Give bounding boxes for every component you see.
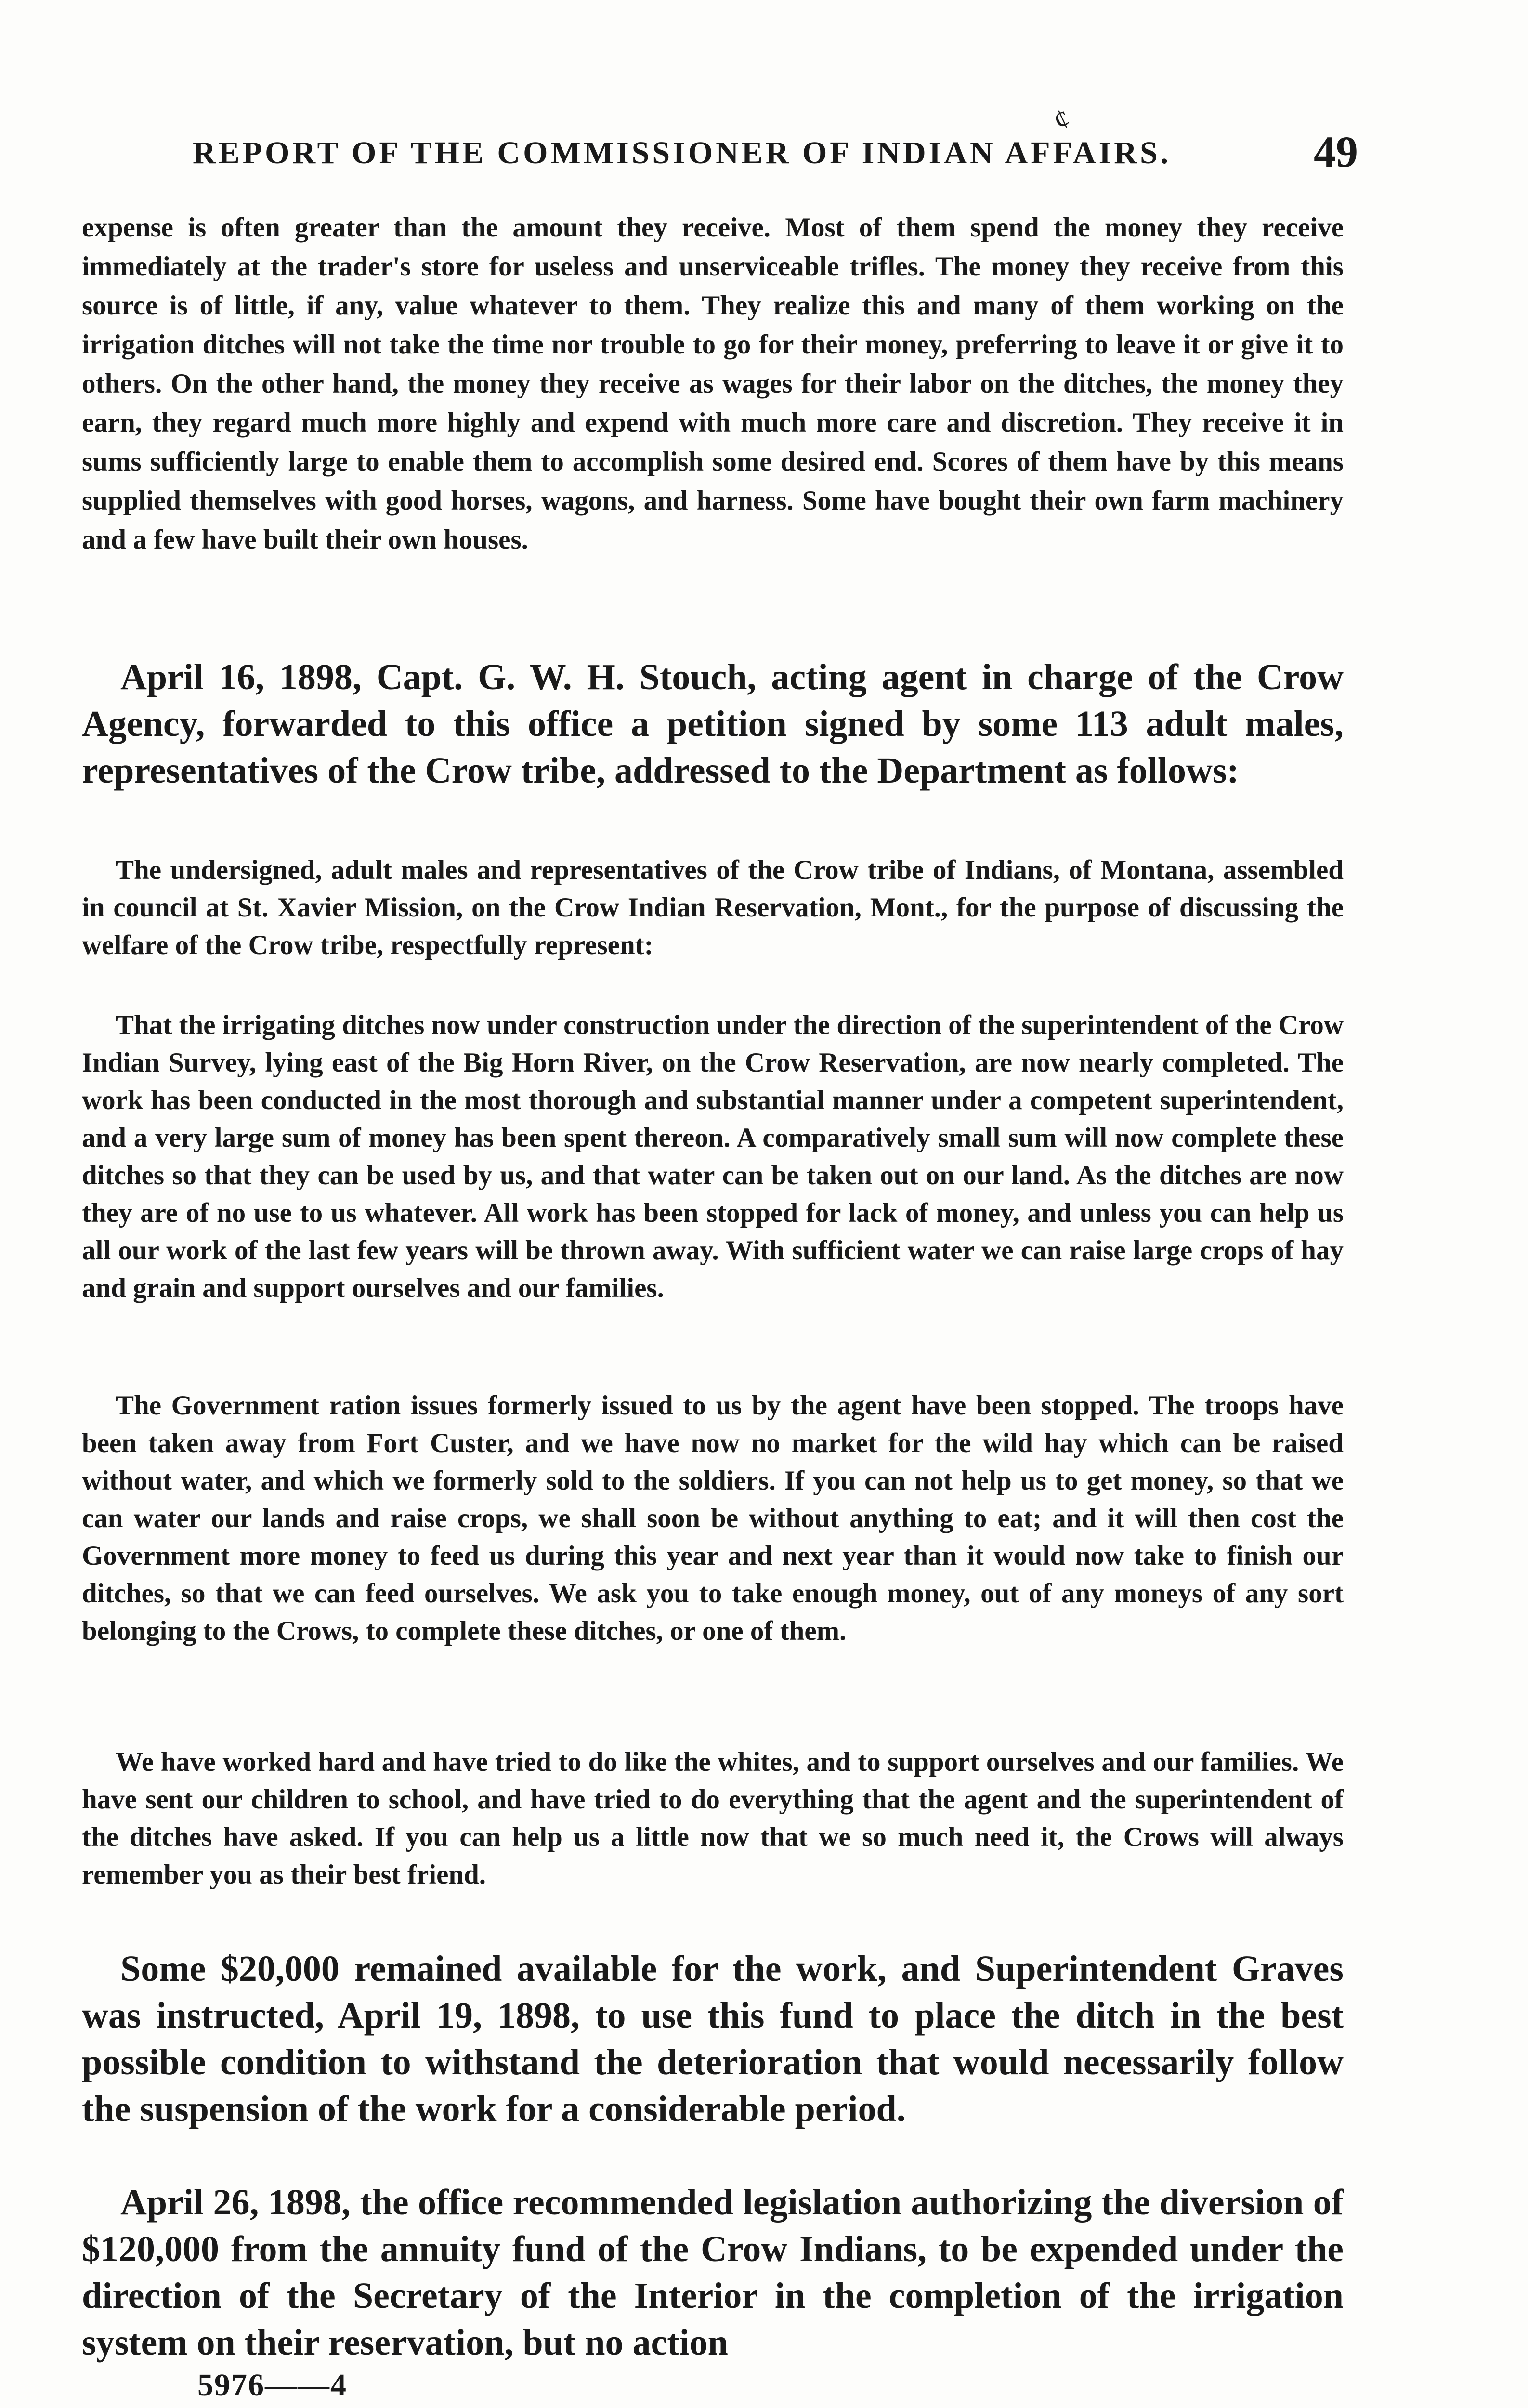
signature-mark: 5976——4 xyxy=(197,2368,347,2403)
paragraph-petition-intro: April 16, 1898, Capt. G. W. H. Stouch, acting agent in charge of the Crow Agency, forwarded to this office a petition signed by some 113 adult males, representatives of the Crow tribe, addressed to the Department as follows: xyxy=(82,657,1344,791)
paragraph-funds: Some $20,000 remained available for the work, and Superintendent Graves was instructed, April 19, 1898, to use this fund to place the ditch in the best possible condition to withstand the deterioration that would necessarily follow the suspension of the work for a considerable period. xyxy=(82,1949,1344,2129)
paragraph-legislation: April 26, 1898, the office recommended legislation authorizing the diversion of $120,000 from the annuity fund of the Crow Indians, to be expended under the direction of the Secretary of the Interior in the completion of the irrigation system on their reservation, but no action xyxy=(82,2182,1344,2363)
paragraph-wages: expense is often greater than the amount they receive. Most of them spend the money they receive immediately at the trader's store for useless and unserviceable trifles. The money they receive from this source is of little, if any, value whatever to them. They realize this and many of them working on the irrigation ditches will not take the time nor trouble to go for their money, preferring to leave it or give it to others. On the other hand, the money they receive as wages for their labor on the ditches, the money they earn, they regard much more highly and expend with much more care and discretion. They receive it in sums sufficiently large to enable them to accomplish some desired end. Scores of them have by this means supplied themselves with good horses, wagons, and harness. Some have bought their own farm machinery and a few have built their own houses. xyxy=(82,212,1344,555)
quote-petition-ditches: That the irrigating ditches now under construction under the direction of the superintendent of the Crow Indian Survey, lying east of the Big Horn River, on the Crow Reservation, are now nearly completed. The work has been conducted in the most thorough and substantial manner under a competent superintendent, and a very large sum of money has been spent thereon. A comparatively small sum will now complete these ditches so that they can be used by us, and that water can be taken out on our land. As the ditches are now they are of no use to us whatever. All work has been stopped for lack of money, and unless you can help us all our work of the last few years will be thrown away. With sufficient water we can raise large crops of hay and grain and support ourselves and our families. xyxy=(82,1010,1344,1303)
quote-petition-opening: The undersigned, adult males and representatives of the Crow tribe of Indians, of Montana, assembled in council at St. Xavier Mission, on the Crow Indian Reservation, Mont., for the purpose of discussing the welfare of the Crow tribe, respectfully represent: xyxy=(82,855,1344,960)
margin-mark: ¢ xyxy=(1048,102,1075,137)
page-number: 49 xyxy=(1314,127,1358,176)
quote-petition-rations: The Government ration issues formerly issued to us by the agent have been stopped. The troops have been taken away from Fort Custer, and we have now no market for the wild hay which can be raised without water, and which we formerly sold to the soldiers. If you can not help us to get money, so that we can water our lands and raise crops, we shall soon be without anything to eat; and it will then cost the Government more money to feed us during this year and next year than it would now take to finish our ditches, so that we can feed ourselves. We ask you to take enough money, out of any moneys of any sort belonging to the Crows, to complete these ditches, or one of them. xyxy=(82,1390,1344,1646)
running-head: REPORT OF THE COMMISSIONER OF INDIAN AFFAIRS. xyxy=(193,135,1172,170)
quote-petition-closing: We have worked hard and have tried to do like the whites, and to support ourselves and our families. We have sent our children to school, and have tried to do everything that the agent and the superintendent of the ditches have asked. If you can help us a little now that we so much need it, the Crows will always remember you as their best friend. xyxy=(82,1747,1344,1890)
page-header xyxy=(193,102,1358,179)
